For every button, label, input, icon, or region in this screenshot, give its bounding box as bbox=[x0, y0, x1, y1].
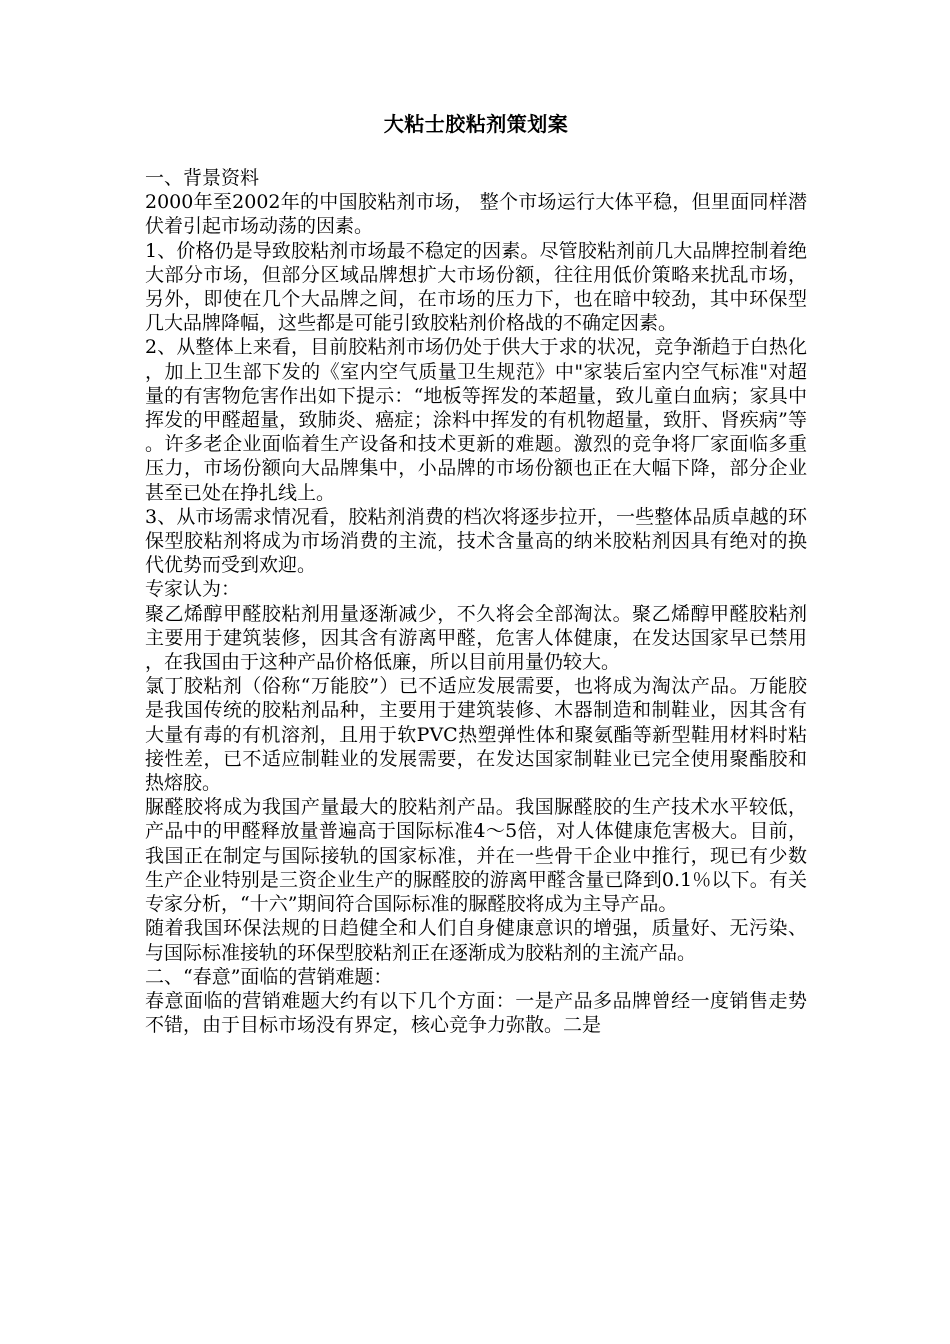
paragraph-chloroprene: 氯丁胶粘剂（俗称“万能胶”）已不适应发展需要，也将成为淘汰产品。万能胶是我国传统的胶粘剂品种，主要用于建筑装修、木器制造和制鞋业，因其含有大量有毒的有机溶剂，且用于软PVC热塑弹性体和聚氨酯等新型鞋用材料时粘接性差，已不适应制鞋业的发展需要，在发达国家制鞋业已完全使用聚酯胶和热熔胶。 bbox=[145, 675, 807, 795]
paragraph-expert-heading: 专家认为： bbox=[145, 578, 241, 601]
paragraph-point-competition: 2、从整体上来看，目前胶粘剂市场仍处于供大于求的状况，竞争渐趋于白热化，加上卫生部下发的《室内空气质量卫生规范》中"家装后室内空气标准"对超量的有害物危害作出如下提示：“地板等挥发的苯超量，致儿童白血病；家具中挥发的甲醛超量，致肺炎、癌症；涂料中挥发的有机物超量，致肝、肾疾病”等。许多老企业面临着生产设备和技术更新的难题。激烈的竞争将厂家面临多重压力，市场份额向大品牌集中，小品牌的市场份额也正在大幅下降，部分企业甚至已处在挣扎线上。 bbox=[145, 336, 807, 504]
paragraph-point-demand: 3、从市场需求情况看，胶粘剂消费的档次将逐步拉开，一些整体品质卓越的环保型胶粘剂将成为市场消费的主流，技术含量高的纳米胶粘剂因具有绝对的换代优势而受到欢迎。 bbox=[145, 505, 807, 577]
paragraph-point-price: 1、价格仍是导致胶粘剂市场最不稳定的因素。尽管胶粘剂前几大品牌控制着绝大部分市场，但部分区域品牌想扩大市场份额，往往用低价策略来扰乱市场，另外，即使在几个大品牌之间，在市场的压力下，也在暗中较劲，其中环保型几大品牌降幅，这些都是可能引致胶粘剂价格战的不确定因素。 bbox=[145, 239, 807, 335]
document-title: 大粘士胶粘剂策划案 bbox=[383, 112, 569, 136]
section-heading-background: 一、背景资料 bbox=[145, 167, 260, 189]
section-heading-marketing-problems: 二、“春意”面临的营销难题： bbox=[145, 965, 393, 988]
paragraph-urea-formaldehyde: 脲醛胶将成为我国产量最大的胶粘剂产品。我国脲醛胶的生产技术水平较低，产品中的甲醛释放量普遍高于国际标准4～5倍，对人体健康危害极大。目前，我国正在制定与国际接轨的国家标准，并在一些骨干企业中推行，现已有少数生产企业特别是三资企业生产的脲醛胶的游离甲醛含量已降到0.1％以下。有关专家分析，“十六”期间符合国际标准的脲醛胶将成为主导产品。 bbox=[145, 796, 807, 916]
paragraph-environmental-trend: 随着我国环保法规的日趋健全和人们自身健康意识的增强，质量好、无污染、与国际标准接轨的环保型胶粘剂正在逐渐成为胶粘剂的主流产品。 bbox=[145, 917, 807, 964]
paragraph-pva-formaldehyde: 聚乙烯醇甲醛胶粘剂用量逐渐减少，不久将会全部淘汰。聚乙烯醇甲醛胶粘剂主要用于建筑装修，因其含有游离甲醛，危害人体健康，在发达国家早已禁用，在我国由于这种产品价格低廉，所以目前用量仍较大。 bbox=[145, 602, 807, 674]
paragraph-marketing-problems: 春意面临的营销难题大约有以下几个方面：一是产品多品牌曾经一度销售走势不错，由于目标市场没有界定，核心竞争力弥散。二是 bbox=[145, 989, 807, 1037]
paragraph-market-overview: 2000年至2002年的中国胶粘剂市场， 整个市场运行大体平稳，但里面同样潜伏着引起市场动荡的因素。 bbox=[145, 191, 807, 238]
document-body bbox=[145, 112, 807, 1037]
